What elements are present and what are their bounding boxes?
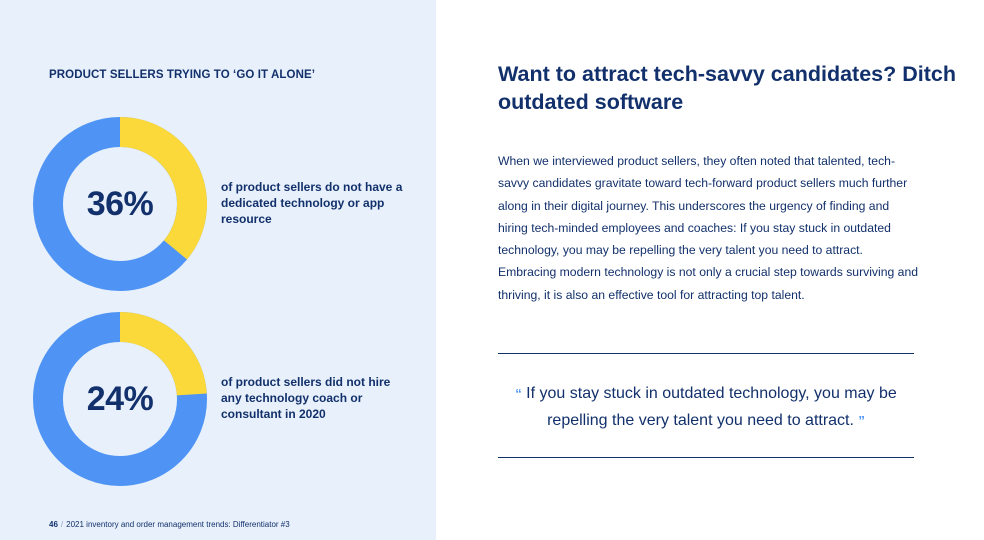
footer-separator: / <box>60 520 64 529</box>
right-panel <box>436 0 984 540</box>
stat-description: of product sellers do not have a dedicated technology or app resource <box>221 180 403 226</box>
section-title: PRODUCT SELLERS TRYING TO ‘GO IT ALONE’ <box>49 69 316 81</box>
divider-top <box>498 353 914 354</box>
donut-chart-technology-coach <box>33 312 207 486</box>
donut-chart-dedicated-resource <box>33 117 207 291</box>
body-paragraph: When we interviewed product sellers, they often noted that talented, tech-savvy candidates gravitate toward tech-forward product sellers much further along in their digital journey. This underscores the urgency of finding and hiring tech-minded employees and coaches: If you stay stuck in outdated technology, you may be repelling the very talent you need to attract. Embracing modern technology is not only a crucial step towards surviving and thriving, it is also an effective tool for attracting top talent. <box>498 154 919 302</box>
left-panel <box>0 0 436 540</box>
page-number: 46 <box>49 520 58 529</box>
quote-text: If you stay stuck in outdated technology, you may be repelling the very talent you need to attract. <box>526 385 897 429</box>
headline: Want to attract tech-savvy candidates? Ditch outdated software <box>498 62 956 114</box>
page-footer <box>49 520 290 529</box>
donut-value: 24% <box>86 379 154 418</box>
divider-bottom <box>498 457 914 458</box>
close-quote-mark: ” <box>858 413 865 428</box>
stat-description: of product sellers did not hire any technology coach or consultant in 2020 <box>221 375 391 421</box>
open-quote-mark: “ <box>515 386 522 401</box>
donut-value: 36% <box>86 184 154 223</box>
footer-label: 2021 inventory and order management trends: Differentiator #3 <box>66 520 290 529</box>
pull-quote <box>498 380 914 434</box>
